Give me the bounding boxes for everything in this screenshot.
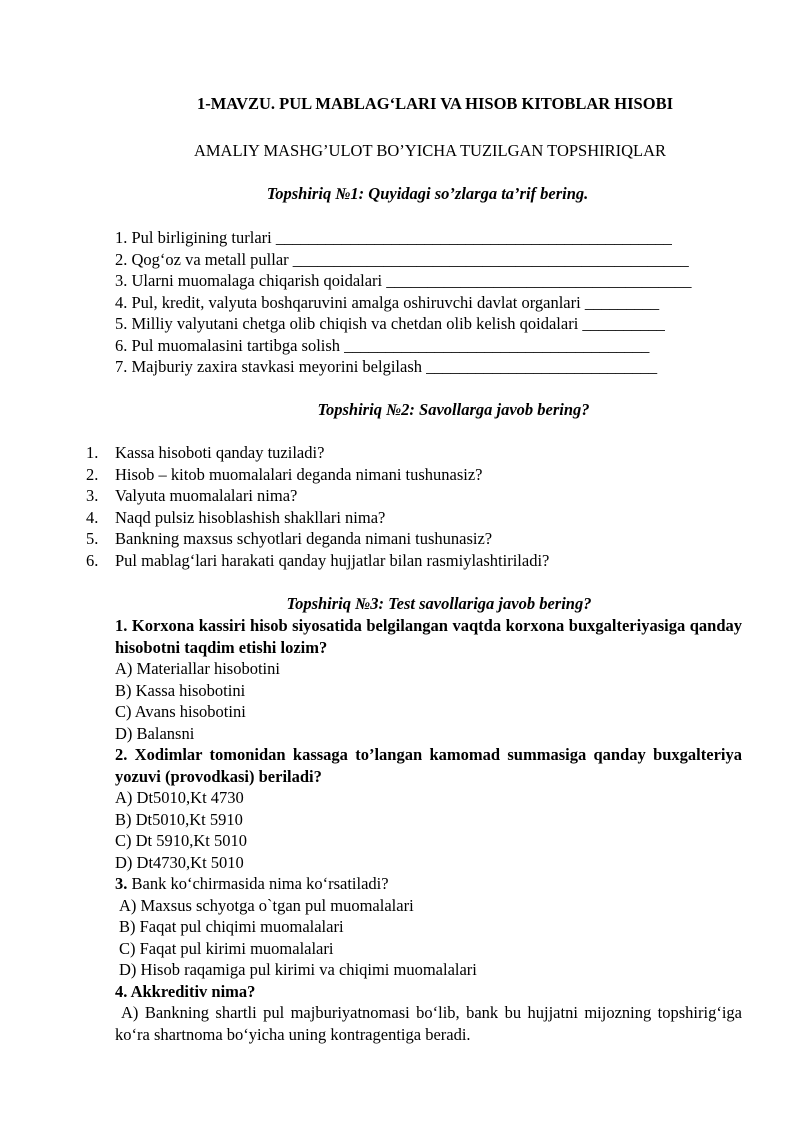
item-text: Pul mablag‘lari harakati qanday hujjatlar bilan rasmiylashtiriladi? [115,550,550,570]
task2-item [86,550,766,572]
item-number: 6. [86,550,99,570]
task1-list [115,227,765,378]
item-text: Valyuta muomalalari nima? [115,486,298,505]
task3-test [115,615,742,1045]
answer-option: C) Faqat pul kirimi muomalalari [119,938,334,958]
answer-option: C) Dt 5910,Kt 5010 [115,831,247,850]
task2-item [86,464,766,486]
document-subtitle: AMALIY MASHG’ULOT BO’YICHA TUZILGAN TOPSHIRIQLAR [193,141,667,160]
item-text: Bankning maxsus schyotlari deganda nimani tushunasiz? [115,529,493,548]
task1-item: 2. Qog‘oz va metall pullar ________________________________________________ [115,249,689,269]
task2-item [86,485,766,507]
item-number: 3. [86,486,99,505]
item-number: 1. [86,443,99,462]
answer-option: D) Balansni [115,723,195,743]
task1-item: 6. Pul muomalasini tartibga solish _____________________________________ [115,335,650,355]
answer-option: A) Dt5010,Kt 4730 [115,788,244,807]
task2-item [86,507,766,529]
task2-item [86,528,766,550]
answer-option: D) Dt4730,Kt 5010 [115,852,244,872]
task2-list [86,442,766,571]
item-number: 5. [86,529,99,548]
task2-heading: Topshiriq №2: Savollarga javob bering? [317,400,590,419]
answer-option: B) Dt5010,Kt 5910 [115,809,243,829]
task1-item: 1. Pul birligining turlari ________________________________________________ [115,228,672,247]
item-text: Hisob – kitob muomalalari deganda nimani tushunasiz? [115,464,483,484]
answer-option: A) Materiallar hisobotini [115,659,280,678]
question-1: 1. Korxona kassiri hisob siyosatida belgilangan vaqtda korxona buxgalteriyasiga qanday hisobotni taqdim etishi lozim? [115,616,742,657]
item-text: Kassa hisoboti qanday tuziladi? [115,443,325,462]
answer-option: B) Faqat pul chiqimi muomalalari [119,917,344,936]
task1-heading: Topshiriq №1: Quyidagi so’zlarga ta’rif bering. [266,184,589,203]
task1-item: 7. Majburiy zaxira stavkasi meyorini belgilash ____________________________ [115,357,658,376]
answer-option: A) Maxsus schyotga o`tgan pul muomalalari [119,895,414,915]
question-2: 2. Xodimlar tomonidan kassaga to’langan kamomad summasiga qanday buxgalteriya yozuvi (provodkasi) beriladi? [115,745,742,786]
item-text: Naqd pulsiz hisoblashish shakllari nima? [115,507,386,527]
question-4: 4. Akkreditiv nima? [115,981,256,1001]
answer-option: D) Hisob raqamiga pul kirimi va chiqimi muomalalari [119,960,477,979]
answer-option: A) Bankning shartli pul majburiyatnomasi bo‘lib, bank bu hujjatni mijozning topshirig‘iga ko‘ra shartnoma bo‘yicha uning kontragentiga beradi. [115,1003,742,1044]
task1-item: 4. Pul, kredit, valyuta boshqaruvini amalga oshiruvchi davlat organlari _________ [115,292,660,312]
item-number: 2. [86,464,99,484]
answer-option: C) Avans hisobotini [115,702,246,721]
task2-item [86,442,766,464]
answer-option: B) Kassa hisobotini [115,680,246,700]
document-title: 1-MAVZU. PUL MABLAG‘LARI VA HISOB KITOBLAR HISOBI [196,94,673,113]
question-3 [115,873,742,895]
question-text: Bank ko‘chirmasida nima ko‘rsatiladi? [127,874,389,893]
task3-heading: Topshiriq №3: Test savollariga javob bering? [286,594,592,613]
task1-item: 5. Milliy valyutani chetga olib chiqish va chetdan olib kelish qoidalari __________ [115,314,665,333]
item-number: 4. [86,507,99,527]
question-number: 3. [115,874,128,893]
task1-item: 3. Ularni muomalaga chiqarish qoidalari _____________________________________ [115,271,692,290]
